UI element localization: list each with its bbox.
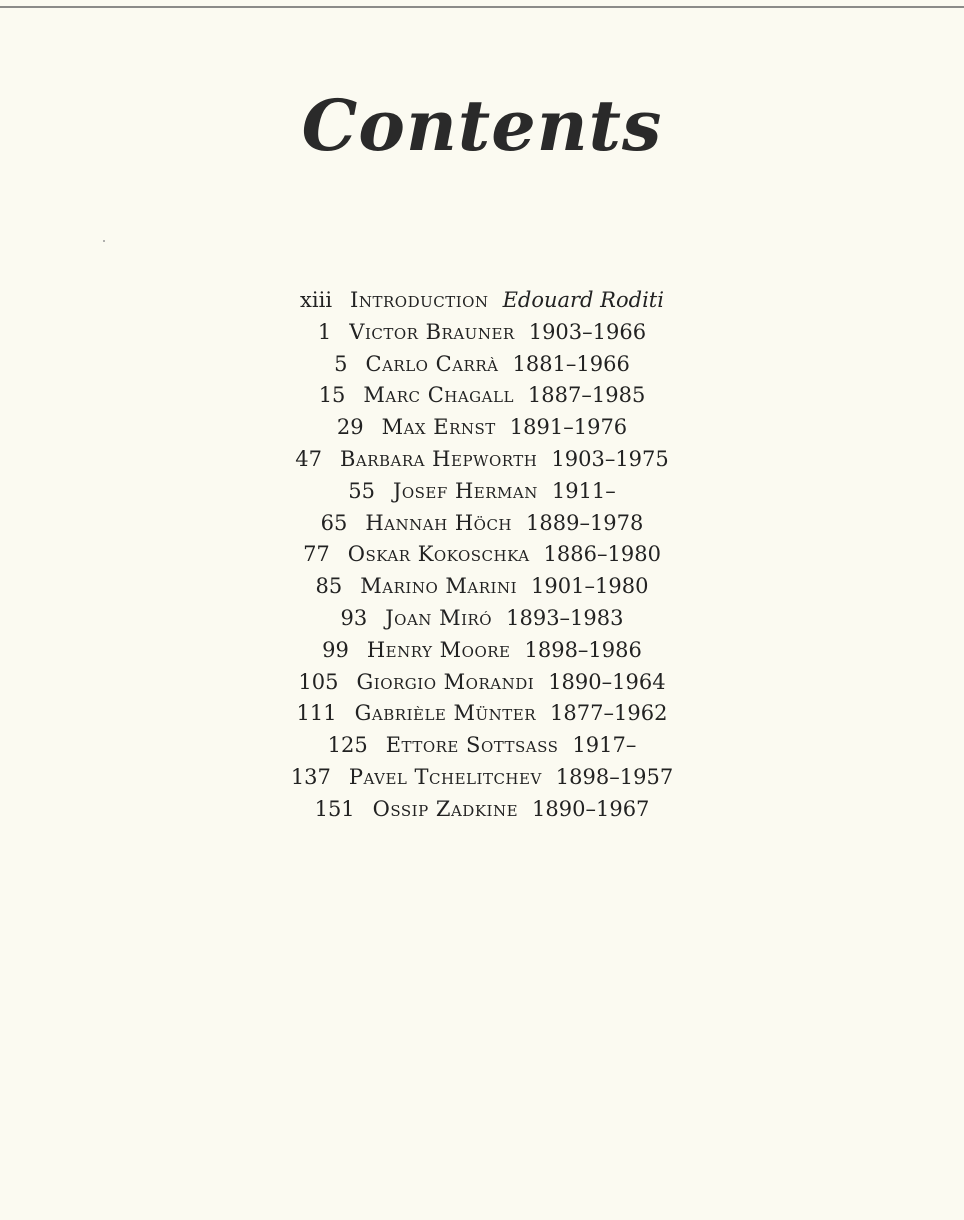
toc-page-number: 137	[290, 764, 331, 789]
toc-entry	[0, 380, 964, 412]
toc-artist-dates: 1903–1975	[551, 446, 669, 471]
toc-entry	[0, 762, 964, 794]
toc-page-number: 55	[348, 478, 375, 503]
toc-page-number: 5	[334, 351, 348, 376]
toc-entry	[0, 285, 964, 317]
toc-artist-dates: 1911–	[551, 478, 616, 503]
toc-page-number: xiii	[300, 288, 333, 312]
toc-entry	[0, 698, 964, 730]
toc-artist-name: Oskar Kokoschka	[347, 542, 530, 567]
toc-entry-author: Edouard Roditi	[502, 288, 664, 312]
toc-page-number: 15	[318, 383, 346, 408]
toc-artist-name: Victor Brauner	[349, 319, 515, 344]
toc-page-number: 47	[295, 446, 322, 471]
toc-artist-dates: 1877–1962	[550, 701, 668, 726]
toc-artist-dates: 1903–1966	[528, 319, 647, 344]
toc-entry	[0, 317, 964, 349]
page-title: Contents	[301, 83, 663, 167]
toc-page-number: 29	[336, 415, 364, 440]
toc-entry	[0, 635, 964, 667]
paper-speck	[103, 240, 105, 242]
toc-artist-name: Gabrièle Münter	[354, 701, 537, 726]
page-top-rule	[0, 6, 964, 8]
toc-entry	[0, 730, 964, 762]
toc-artist-name: Marino Marini	[360, 574, 518, 599]
toc-entry	[0, 412, 964, 444]
toc-entry	[0, 603, 964, 635]
toc-entry	[0, 794, 964, 826]
toc-entry	[0, 571, 964, 603]
toc-artist-name: Ossip Zadkine	[372, 796, 519, 821]
toc-artist-name: Giorgio Morandi	[356, 669, 535, 694]
toc-artist-dates: 1898–1957	[555, 764, 674, 789]
toc-artist-name: Henry Moore	[366, 637, 511, 662]
toc-artist-name: Ettore Sottsass	[385, 733, 559, 758]
toc-artist-name: Josef Herman	[392, 478, 538, 503]
toc-entry	[0, 508, 964, 540]
toc-artist-name: Max Ernst	[381, 415, 496, 440]
toc-page-number: 85	[315, 574, 343, 599]
toc-artist-dates: 1917–	[572, 733, 637, 758]
toc-artist-name: Pavel Tchelitchev	[348, 764, 542, 789]
toc-entry	[0, 349, 964, 381]
toc-page-number: 151	[314, 796, 355, 821]
toc-page-number: 99	[322, 637, 349, 662]
toc-artist-dates: 1889–1978	[526, 510, 644, 535]
toc-artist-dates: 1893–1983	[506, 605, 624, 630]
toc-artist-name: Joan Miró	[385, 605, 493, 630]
toc-artist-dates: 1887–1985	[527, 383, 646, 408]
toc-artist-dates: 1881–1966	[512, 351, 630, 376]
toc-artist-dates: 1886–1980	[543, 542, 661, 567]
toc-page-number: 65	[320, 510, 348, 535]
toc-page-number: 1	[317, 319, 332, 344]
toc-artist-dates: 1898–1986	[524, 637, 642, 662]
toc-artist-dates: 1890–1967	[532, 796, 650, 821]
toc-entry-title: Introduction	[350, 288, 489, 312]
toc-page-number: 111	[296, 701, 337, 726]
toc-artist-name: Barbara Hepworth	[339, 446, 538, 471]
table-of-contents	[0, 285, 964, 826]
toc-artist-name: Marc Chagall	[363, 383, 514, 408]
toc-artist-dates: 1891–1976	[509, 415, 628, 440]
toc-page-number: 93	[340, 605, 368, 630]
toc-artist-name: Carlo Carrà	[365, 351, 499, 376]
toc-page-number: 125	[327, 733, 368, 758]
toc-artist-dates: 1901–1980	[531, 574, 649, 599]
toc-entry	[0, 476, 964, 508]
toc-artist-dates: 1890–1964	[548, 669, 666, 694]
toc-page-number: 77	[303, 542, 330, 567]
toc-page-number: 105	[298, 669, 339, 694]
toc-entry	[0, 539, 964, 571]
toc-entry	[0, 444, 964, 476]
toc-artist-name: Hannah Höch	[365, 510, 512, 535]
toc-entry	[0, 667, 964, 699]
